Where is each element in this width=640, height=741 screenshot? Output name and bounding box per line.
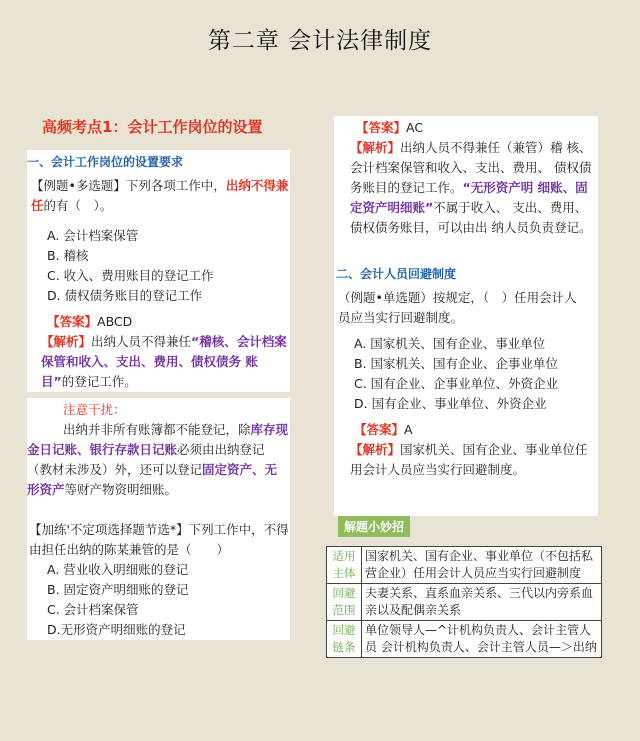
practice-answer-tag: 【答案】 [356,120,407,135]
practice-option-d: D.无形资产明细账的登记 [47,622,186,637]
answer-value: ABCD [97,314,133,329]
practice-option-a: A. 营业收入明细账的登记 [47,562,189,577]
avoidance-answer-line [354,420,413,440]
avoidance-question: （例题•单选题）按规定，（ ）任用会计人员应当实行回避制度。 [338,290,577,325]
avoidance-explanation [350,440,596,480]
avoidance-option-c: C. 国有企业、企事业单位、外资企业 [354,376,559,391]
avoidance-answer-tag: 【答案】 [354,422,405,437]
question-suffix: 的有（ ）。 [43,198,113,213]
practice-explanation-tag: 【解析】 [350,140,401,155]
note-emphasis-2: 固定资产、无形资产 [27,462,278,497]
section-heading: 一、会计工作岗位的设置要求 [27,155,184,169]
table-row [327,584,602,621]
option-d: D. 债权债务账目的登记工作 [47,288,203,303]
explanation-b: 的登记工作。 [61,374,137,389]
tips-badge: 解题小妙招 [338,516,410,537]
question-prefix: 【例题•多选题】下列各项工作中， [31,178,226,193]
practice-explanation-b: 不属于收入、 支出、费用、债权债务账目，可以由出 纳人员负责登记。 [350,200,592,235]
avoidance-option-b: B. 国家机关、国有企业、企事业单位 [354,356,559,371]
row-value: 国家机关、国有企业、事业单位（不包括私 营企业）任用会计人员应当实行回避制度 [362,547,602,584]
note-title: 注意干扰： [63,402,126,417]
hot-topic-title: 高频考点1：会计工作岗位的设置 [42,118,263,136]
avoidance-option-d: D. 国有企业、事业单位、外资企业 [354,396,547,411]
note-b: 必须由出纳登记（教材未涉及）外，还可以登记 [27,442,265,477]
avoidance-explanation-tag: 【解析】 [350,442,401,457]
practice-option-b: B. 固定资产明细账的登记 [47,582,189,597]
tips-table [326,546,602,658]
practice-question: 【加练'不定项选择题节选*】下列工作中，不得由担任出纳的陈某兼管的是（ ） [29,522,289,557]
option-b: B. 稽核 [47,248,89,263]
explanation-a: 出纳人员不得兼任 [91,334,192,349]
table-row [327,547,602,584]
right-panel [334,116,598,516]
left-panel-note [27,398,290,640]
explanation [41,332,289,392]
answer-line [47,312,132,332]
row-value: 单位领导人—^计机构负责人、会计主管人员 会计机构负责人、会计主管人员—＞出纳 [362,621,602,658]
left-panel-question [27,150,290,392]
avoidance-explanation-text: 国家机关、国有企业、事业单位任用会计人员应当实行回避制度。 [350,442,588,477]
page-title: 第二章 会计法律制度 [207,28,433,54]
note-text [27,420,289,500]
practice-explanation-emphasis: “无形资产明 细账、固定资产明细账” [350,180,588,215]
explanation-tag: 【解析】 [41,334,92,349]
note-a: 出纳并非所有账簿都不能登记，除 [63,422,251,437]
question-emphasis: 出纳不得兼任 [31,178,289,213]
option-c: C. 收入、费用账目的登记工作 [47,268,214,283]
row-key: 适用主体 [327,547,362,584]
avoidance-answer-value: A [404,422,413,437]
section-heading-2: 二、会计人员回避制度 [336,267,457,281]
answer-tag: 【答案】 [47,314,98,329]
practice-explanation-a: 出纳人员不得兼任（兼管）稽 核、会计档案保管和收入、支出、费用、 债权债务账目的登记工作。 [350,140,592,195]
row-key: 回避范围 [327,584,362,621]
practice-answer-line [356,118,423,138]
option-a: A. 会计档案保管 [47,228,139,243]
row-key: 回避链条 [327,621,362,658]
row-value: 夫妻关系、直系血亲关系、三代以内旁系血 亲以及配偶亲关系 [362,584,602,621]
practice-option-c: C. 会计档案保管 [47,602,139,617]
question-text [31,176,289,216]
table-row [327,621,602,658]
practice-answer-value: AC [406,120,424,135]
explanation-emphasis: “稽核、会计档案保管和收入、支出、费用、债权债务 账目” [41,334,287,389]
practice-explanation [350,138,596,238]
avoidance-option-a: A. 国家机关、国有企业、事业单位 [354,336,546,351]
note-emphasis-1: 库存现金日记账、银行存款日记账 [27,422,289,457]
note-c: 等财产物资明细账。 [64,482,178,497]
